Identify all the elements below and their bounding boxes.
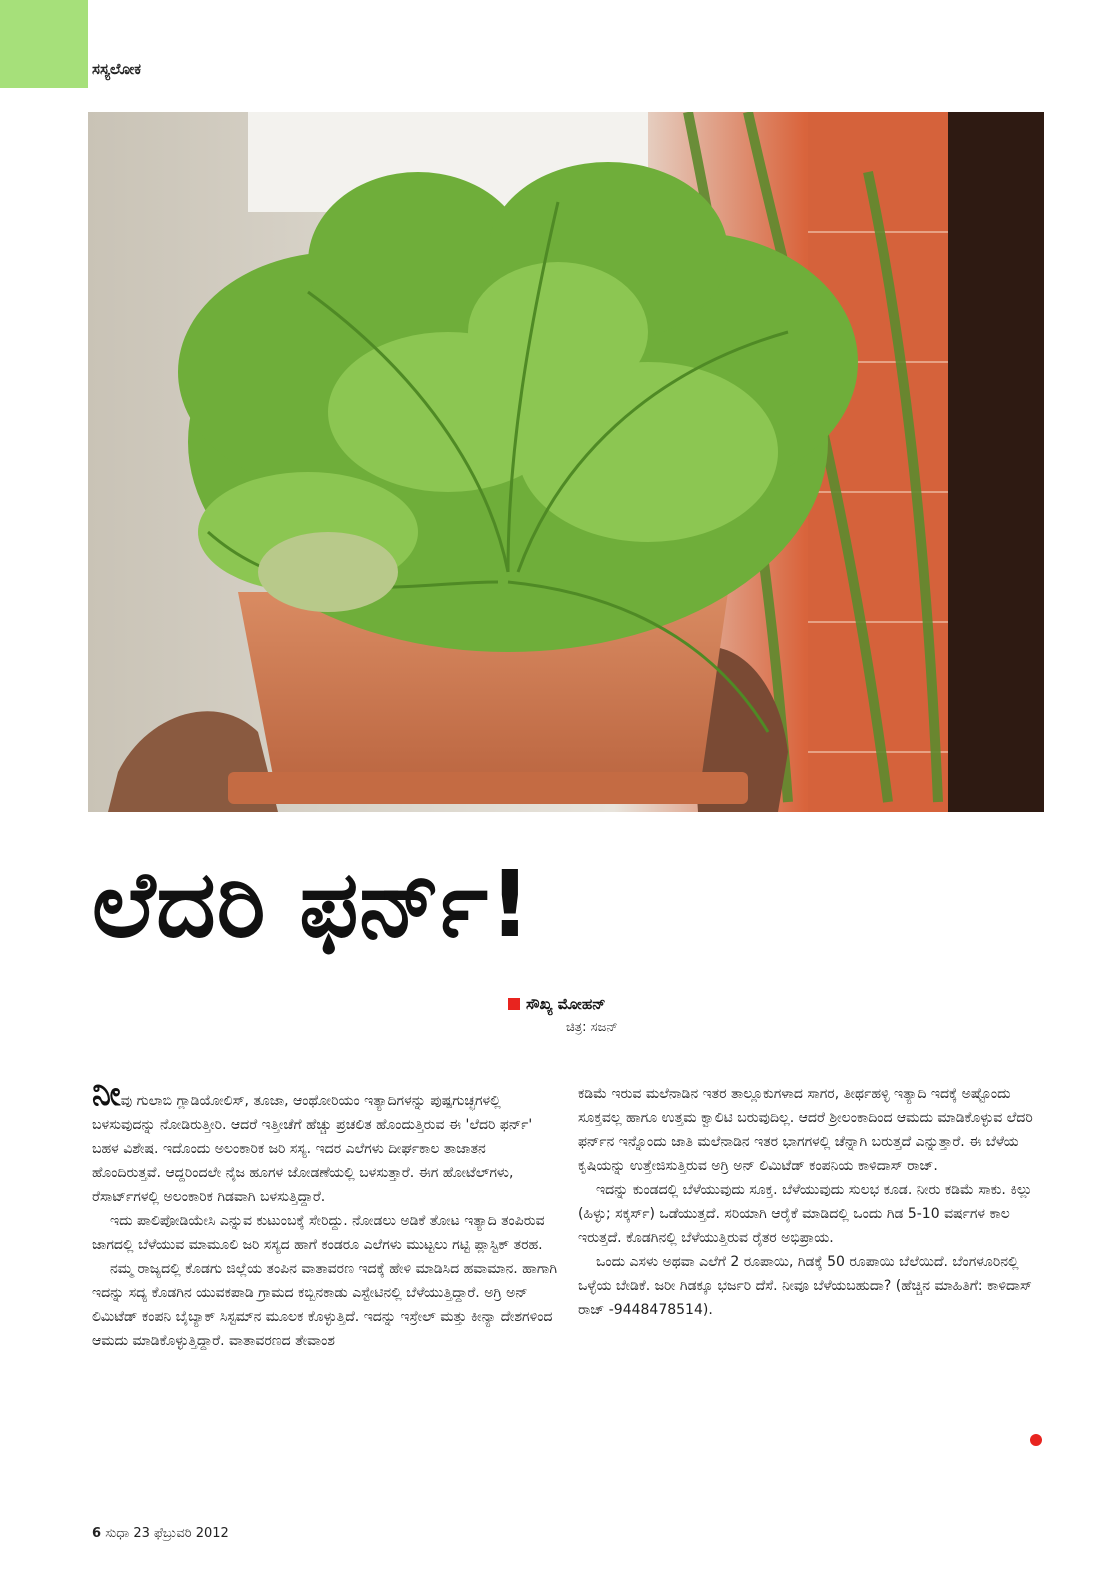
author-byline	[508, 995, 908, 1013]
article-column-right	[578, 1082, 1044, 1322]
article-end-dot-icon	[1030, 1434, 1042, 1446]
article-photo	[88, 112, 1044, 812]
author-name: ಸೌಖ್ಯ ಮೋಹನ್	[526, 995, 606, 1013]
paragraph: ನಮ್ಮ ರಾಜ್ಯದಲ್ಲಿ ಕೊಡಗು ಜಿಲ್ಲೆಯ ತಂಪಿನ ವಾತಾವರಣ ಇದಕ್ಕೆ ಹೇಳಿ ಮಾಡಿಸಿದ ಹವಾಮಾನ. ಹಾಗಾಗಿ ಇದನ್ನು ಸದ್ಯ ಕೊಡಗಿನ ಯುವಕಪಾಡಿ ಗ್ರಾಮದ ಕಬ್ಬಿನಕಾಡು ಎಸ್ಟೇಟಿನಲ್ಲಿ ಬೆಳೆಯುತ್ತಿದ್ದಾರೆ. ಅಗ್ರಿ ಅನ್ ಲಿಮಿಟೆಡ್ ಕಂಪನಿ ಬೈಬ್ಯಾಕ್ ಸಿಸ್ಟಮ್‌ನ ಮೂಲಕ ಕೊಳ್ಳುತ್ತಿದೆ. ಇದನ್ನು ಇಸ್ರೇಲ್ ಮತ್ತು ಕೀನ್ಯಾ ದೇಶಗಳಿಂದ ಆಮದು ಮಾಡಿಕೊಳ್ಳುತ್ತಿದ್ದಾರೆ. ವಾತಾವರಣದ ತೇವಾಂಶ	[92, 1261, 557, 1349]
fern-photo-illustration	[88, 112, 1044, 812]
page-footer	[92, 1526, 229, 1541]
magazine-name: ಸುಧಾ	[105, 1526, 130, 1541]
section-color-tab	[0, 0, 88, 88]
paragraph: ಒಂದು ಎಸಳು ಅಥವಾ ಎಲೆಗೆ 2 ರೂಪಾಯಿ, ಗಿಡಕ್ಕೆ 50 ರೂಪಾಯಿ ಬೆಲೆಯಿದೆ. ಬೆಂಗಳೂರಿನಲ್ಲಿ ಒಳ್ಳೆಯ ಬೇಡಿಕೆ. ಜರೀ ಗಿಡಕ್ಕೂ ಭರ್ಜರಿ ದೆಸೆ. ನೀವೂ ಬೆಳೆಯಬಹುದಾ? (ಹೆಚ್ಚಿನ ಮಾಹಿತಿಗೆ: ಕಾಳಿದಾಸ್ ರಾಜ್ -9448478514).	[578, 1254, 1032, 1318]
paragraph: ಇದನ್ನು ಕುಂಡದಲ್ಲಿ ಬೆಳೆಯುವುದು ಸೂಕ್ತ. ಬೆಳೆಯುವುದು ಸುಲಭ ಕೂಡ. ನೀರು ಕಡಿಮೆ ಸಾಕು. ಕಿಲ್ಲು (ಹಿಳ್ಳು; ಸಕ್ಕರ್ಸ್) ಒಡೆಯುತ್ತದೆ. ಸರಿಯಾಗಿ ಆರೈಕೆ ಮಾಡಿದಲ್ಲಿ ಒಂದು ಗಿಡ 5-10 ವರ್ಷಗಳ ಕಾಲ ಇರುತ್ತದೆ. ಕೊಡಗಿನಲ್ಲಿ ಬೆಳೆಯುತ್ತಿರುವ ರೈತರ ಅಭಿಪ್ರಾಯ.	[578, 1182, 1033, 1246]
article-column-left	[92, 1074, 558, 1353]
paragraph: ಕಡಿಮೆ ಇರುವ ಮಲೆನಾಡಿನ ಇತರ ತಾಲ್ಲೂಕುಗಳಾದ ಸಾಗರ, ತೀರ್ಥಹಳ್ಳಿ ಇತ್ಯಾದಿ ಇದಕ್ಕೆ ಅಷ್ಟೊಂದು ಸೂಕ್ತವಲ್ಲ ಹಾಗೂ ಉತ್ತಮ ಕ್ವಾಲಿಟಿ ಬರುವುದಿಲ್ಲ. ಆದರೆ ಶ್ರೀಲಂಕಾದಿಂದ ಆಮದು ಮಾಡಿಕೊಳ್ಳುವ ಲೆದರಿ ಫರ್ನ್‌ನ ಇನ್ನೊಂದು ಜಾತಿ ಮಲೆನಾಡಿನ ಇತರ ಭಾಗಗಳಲ್ಲಿ ಚೆನ್ನಾಗಿ ಬರುತ್ತದೆ ಎನ್ನುತ್ತಾರೆ. ಈ ಬೆಳೆಯ ಕೃಷಿಯನ್ನು ಉತ್ತೇಜಿಸುತ್ತಿರುವ ಅಗ್ರಿ ಅನ್ ಲಿಮಿಟೆಡ್ ಕಂಪನಿಯ ಕಾಳಿದಾಸ್ ರಾಜ್.	[578, 1086, 1033, 1174]
issue-date: 23 ಫೆಬ್ರುವರಿ 2012	[133, 1526, 229, 1541]
paragraph: ನೀವು ಗುಲಾಬಿ ಗ್ಲಾಡಿಯೋಲಿಸ್, ತೂಜಾ, ಆಂಥೋರಿಯಂ ಇತ್ಯಾದಿಗಳನ್ನು ಪುಷ್ಪಗುಚ್ಛಗಳಲ್ಲಿ ಬಳಸುವುದನ್ನು ನೋಡಿರುತ್ತೀರಿ. ಆದರೆ ಇತ್ತೀಚೆಗೆ ಹೆಚ್ಚು ಪ್ರಚಲಿತ ಹೊಂದುತ್ತಿರುವ ಈ 'ಲೆದರಿ ಫರ್ನ್' ಬಹಳ ವಿಶೇಷ. ಇದೊಂದು ಅಲಂಕಾರಿಕ ಜರಿ ಸಸ್ಯ. ಇದರ ಎಲೆಗಳು ದೀರ್ಘಕಾಲ ತಾಜಾತನ ಹೊಂದಿರುತ್ತವೆ. ಆದ್ದರಿಂದಲೇ ನೈಜ ಹೂಗಳ ಜೋಡಣೆಯಲ್ಲಿ ಬಳಸುತ್ತಾರೆ. ಈಗ ಹೋಟೆಲ್‌ಗಳು, ರೆಸಾರ್ಟ್‌ಗಳಲ್ಲಿ ಅಲಂಕಾರಿಕ ಗಿಡವಾಗಿ ಬಳಸುತ್ತಿದ್ದಾರೆ.	[92, 1074, 533, 1205]
red-square-icon	[508, 998, 520, 1010]
section-label: ಸಸ್ಯಲೋಕ	[92, 60, 141, 78]
photo-credit: ಚಿತ್ರ: ಸಜನ್	[566, 1020, 618, 1035]
article-title: ಲೆದರಿ ಫರ್ನ್‌!	[92, 851, 532, 958]
paragraph: ಇದು ಪಾಲಿಪೋಡಿಯೇಸಿ ಎನ್ನುವ ಕುಟುಂಬಕ್ಕೆ ಸೇರಿದ್ದು. ನೋಡಲು ಅಡಿಕೆ ತೋಟ ಇತ್ಯಾದಿ ತಂಪಿರುವ ಜಾಗದಲ್ಲಿ ಬೆಳೆಯುವ ಮಾಮೂಲಿ ಜರಿ ಸಸ್ಯದ ಹಾಗೆ ಕಂಡರೂ ಎಲೆಗಳು ಮುಟ್ಟಲು ಗಟ್ಟಿ ಪ್ಲಾಸ್ಟಿಕ್ ತರಹ.	[92, 1213, 545, 1253]
page-number: 6	[92, 1526, 102, 1541]
dropcap: ನೀ	[92, 1074, 121, 1114]
